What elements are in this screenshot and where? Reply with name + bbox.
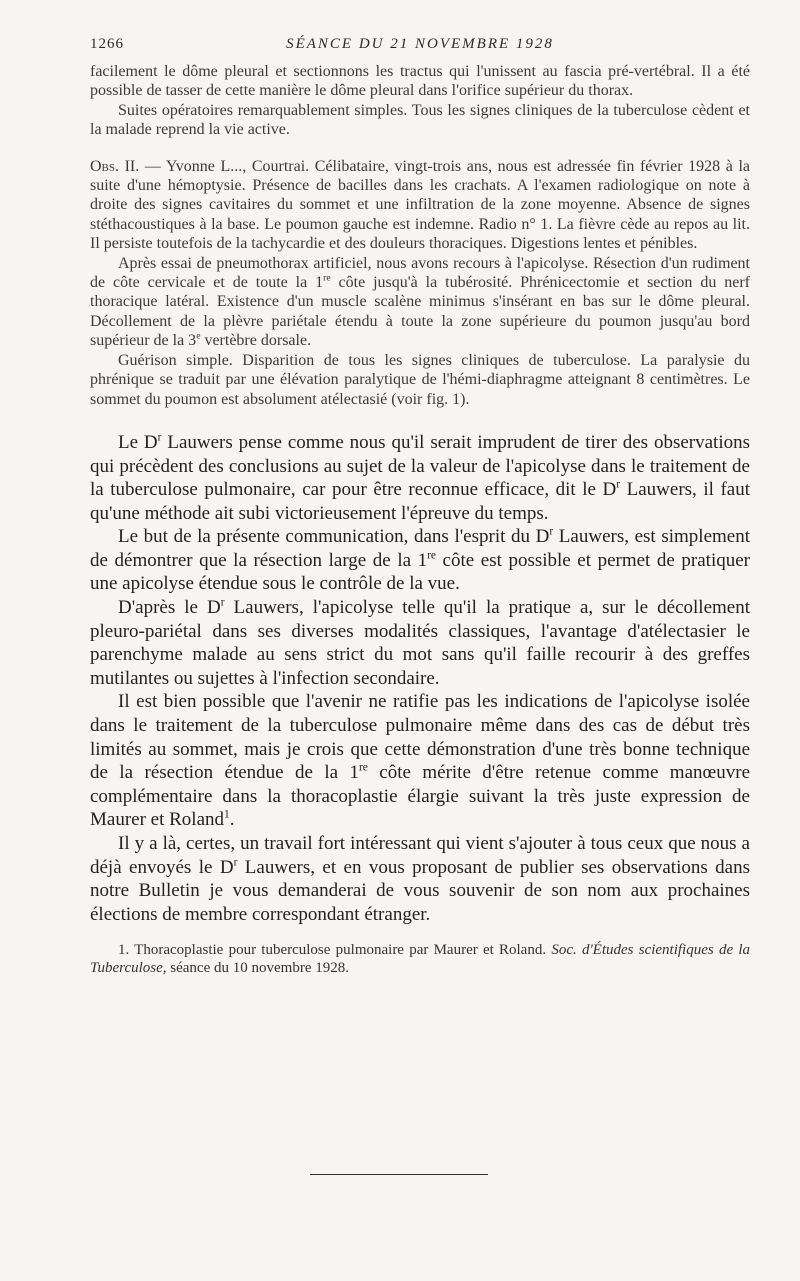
observation-label: Obs. II. — [90, 157, 140, 175]
case-paragraph: facilement le dôme pleural et sectionnons les tractus qui l'unissent au fascia pré-vertébral. Il a été possible de tasser de cette manière le dôme pleural dans l'orifice supérieur du thorax. — [90, 63, 750, 100]
footnote-marker: 1 — [224, 809, 230, 822]
end-rule — [310, 1174, 488, 1175]
commentary-paragraph: D'après le $D^r$ Lauwers, l'apicolyse telle qu'il la pratique a, sur le décollement pleuro-pariétal dans ses diverses modalités classiques, l'avantage d'atélectasier le parenchyme malade au sens strict du mot sans qu'il faille recourir à des greffes mutilantes ou sujettes à l'infection secondaire. — [90, 596, 750, 689]
observation-paragraph — [90, 157, 750, 254]
footnote-text: 1. Thoracoplastie pour tuberculose pulmonaire par Maurer et Roland. Soc. d'Études scientifiques de la Tuberculose, séance du 10 novembre 1928. — [90, 942, 750, 977]
running-title: SÉANCE DU 21 NOVEMBRE 1928 — [286, 36, 554, 52]
page-header — [90, 36, 750, 62]
commentary-paragraph: Le but de la présente communication, dans l'esprit du $D^r$ Lauwers, est simplement de démontrer que la résection large de la 1re côte est possible et permet de pratiquer une apicolyse étendue sous le contrôle de la vue. — [90, 525, 750, 595]
commentary-paragraph: Le $D^r$ Lauwers pense comme nous qu'il serait imprudent de tirer des observations qui précèdent des conclusions au sujet de la valeur de l'apicolyse dans le traitement de la tuberculose pulmonaire, car pour être reconnue efficace, dit le $D^r$ Lauwers, il faut qu'une méthode ait subi victorieusement l'épreuve du temps. — [90, 431, 750, 524]
observation-text: — Yvonne L..., Courtrai. Célibataire, vingt-trois ans, nous est adressée fin février 1928 à la suite d'une hémoptysie. Présence de bacilles dans les crachats. A l'examen radiologique on note à droite des signes cavitaires du sommet et une infiltration de la zone moyenne. Absence de signes stéthacoustiques à la base. Le poumon gauche est indemne. Radio n° 1. La fièvre cède au repos au lit. Il persiste toutefois de la tachycardie et des douleurs thoraciques. Digestions lentes et pénibles. — [90, 157, 750, 253]
footnote — [90, 941, 750, 977]
case-paragraph: Après essai de pneumothorax artificiel, nous avons recours à l'apicolyse. Résection d'un rudiment de côte cervicale et de toute la 1re côte jusqu'à la tubérosité. Phrénicectomie et section du nerf thoracique latéral. Existence d'un muscle scalène minimus s'insérant en bas sur le dôme pleural. Décollement de la plèvre pariétale étendu à toute la zone supérieure du poumon jusqu'au bord supérieur de la 3e vertèbre dorsale. — [90, 254, 750, 350]
journal-name: Soc. d'Études scientifiques de la Tuberculose — [90, 942, 750, 977]
commentary-paragraph: Il est bien possible que l'avenir ne ratifie pas les indications de l'apicolyse isolée dans le traitement de la tuberculose pulmonaire même dans des cas de début très limités au sommet, mais je crois que cette démonstration d'une très bonne technique de la résection étendue de la 1re côte mérite d'être retenue comme manœuvre complémentaire dans la thoracoplastie élargie suivant la très juste expression de Maurer et Roland$^1$. — [90, 691, 750, 831]
case-report-section — [90, 62, 750, 409]
case-paragraph: Guérison simple. Disparition de tous les signes cliniques de tuberculose. La paralysie du phrénique se traduit par une élévation paralytique de l'hémi-diaphragme atteignant 8 centimètres. Le sommet du poumon est absolument atélectasié (voir fig. 1). — [90, 351, 750, 408]
commentary-paragraph: Il y a là, certes, un travail fort intéressant qui vient s'ajouter à tous ceux que nous a déjà envoyés le $D^r$ Lauwers, et en vous proposant de publier ses observations dans notre Bulletin je vous demanderai de vous souvenir de son nom aux prochaines élections de membre correspondant étranger. — [90, 833, 751, 925]
page-body — [90, 36, 750, 977]
commentary-section — [90, 431, 750, 926]
page-number: 1266 — [90, 36, 124, 52]
case-paragraph: Suites opératoires remarquablement simples. Tous les signes cliniques de la tuberculose cèdent et la malade reprend la vie active. — [90, 101, 750, 139]
